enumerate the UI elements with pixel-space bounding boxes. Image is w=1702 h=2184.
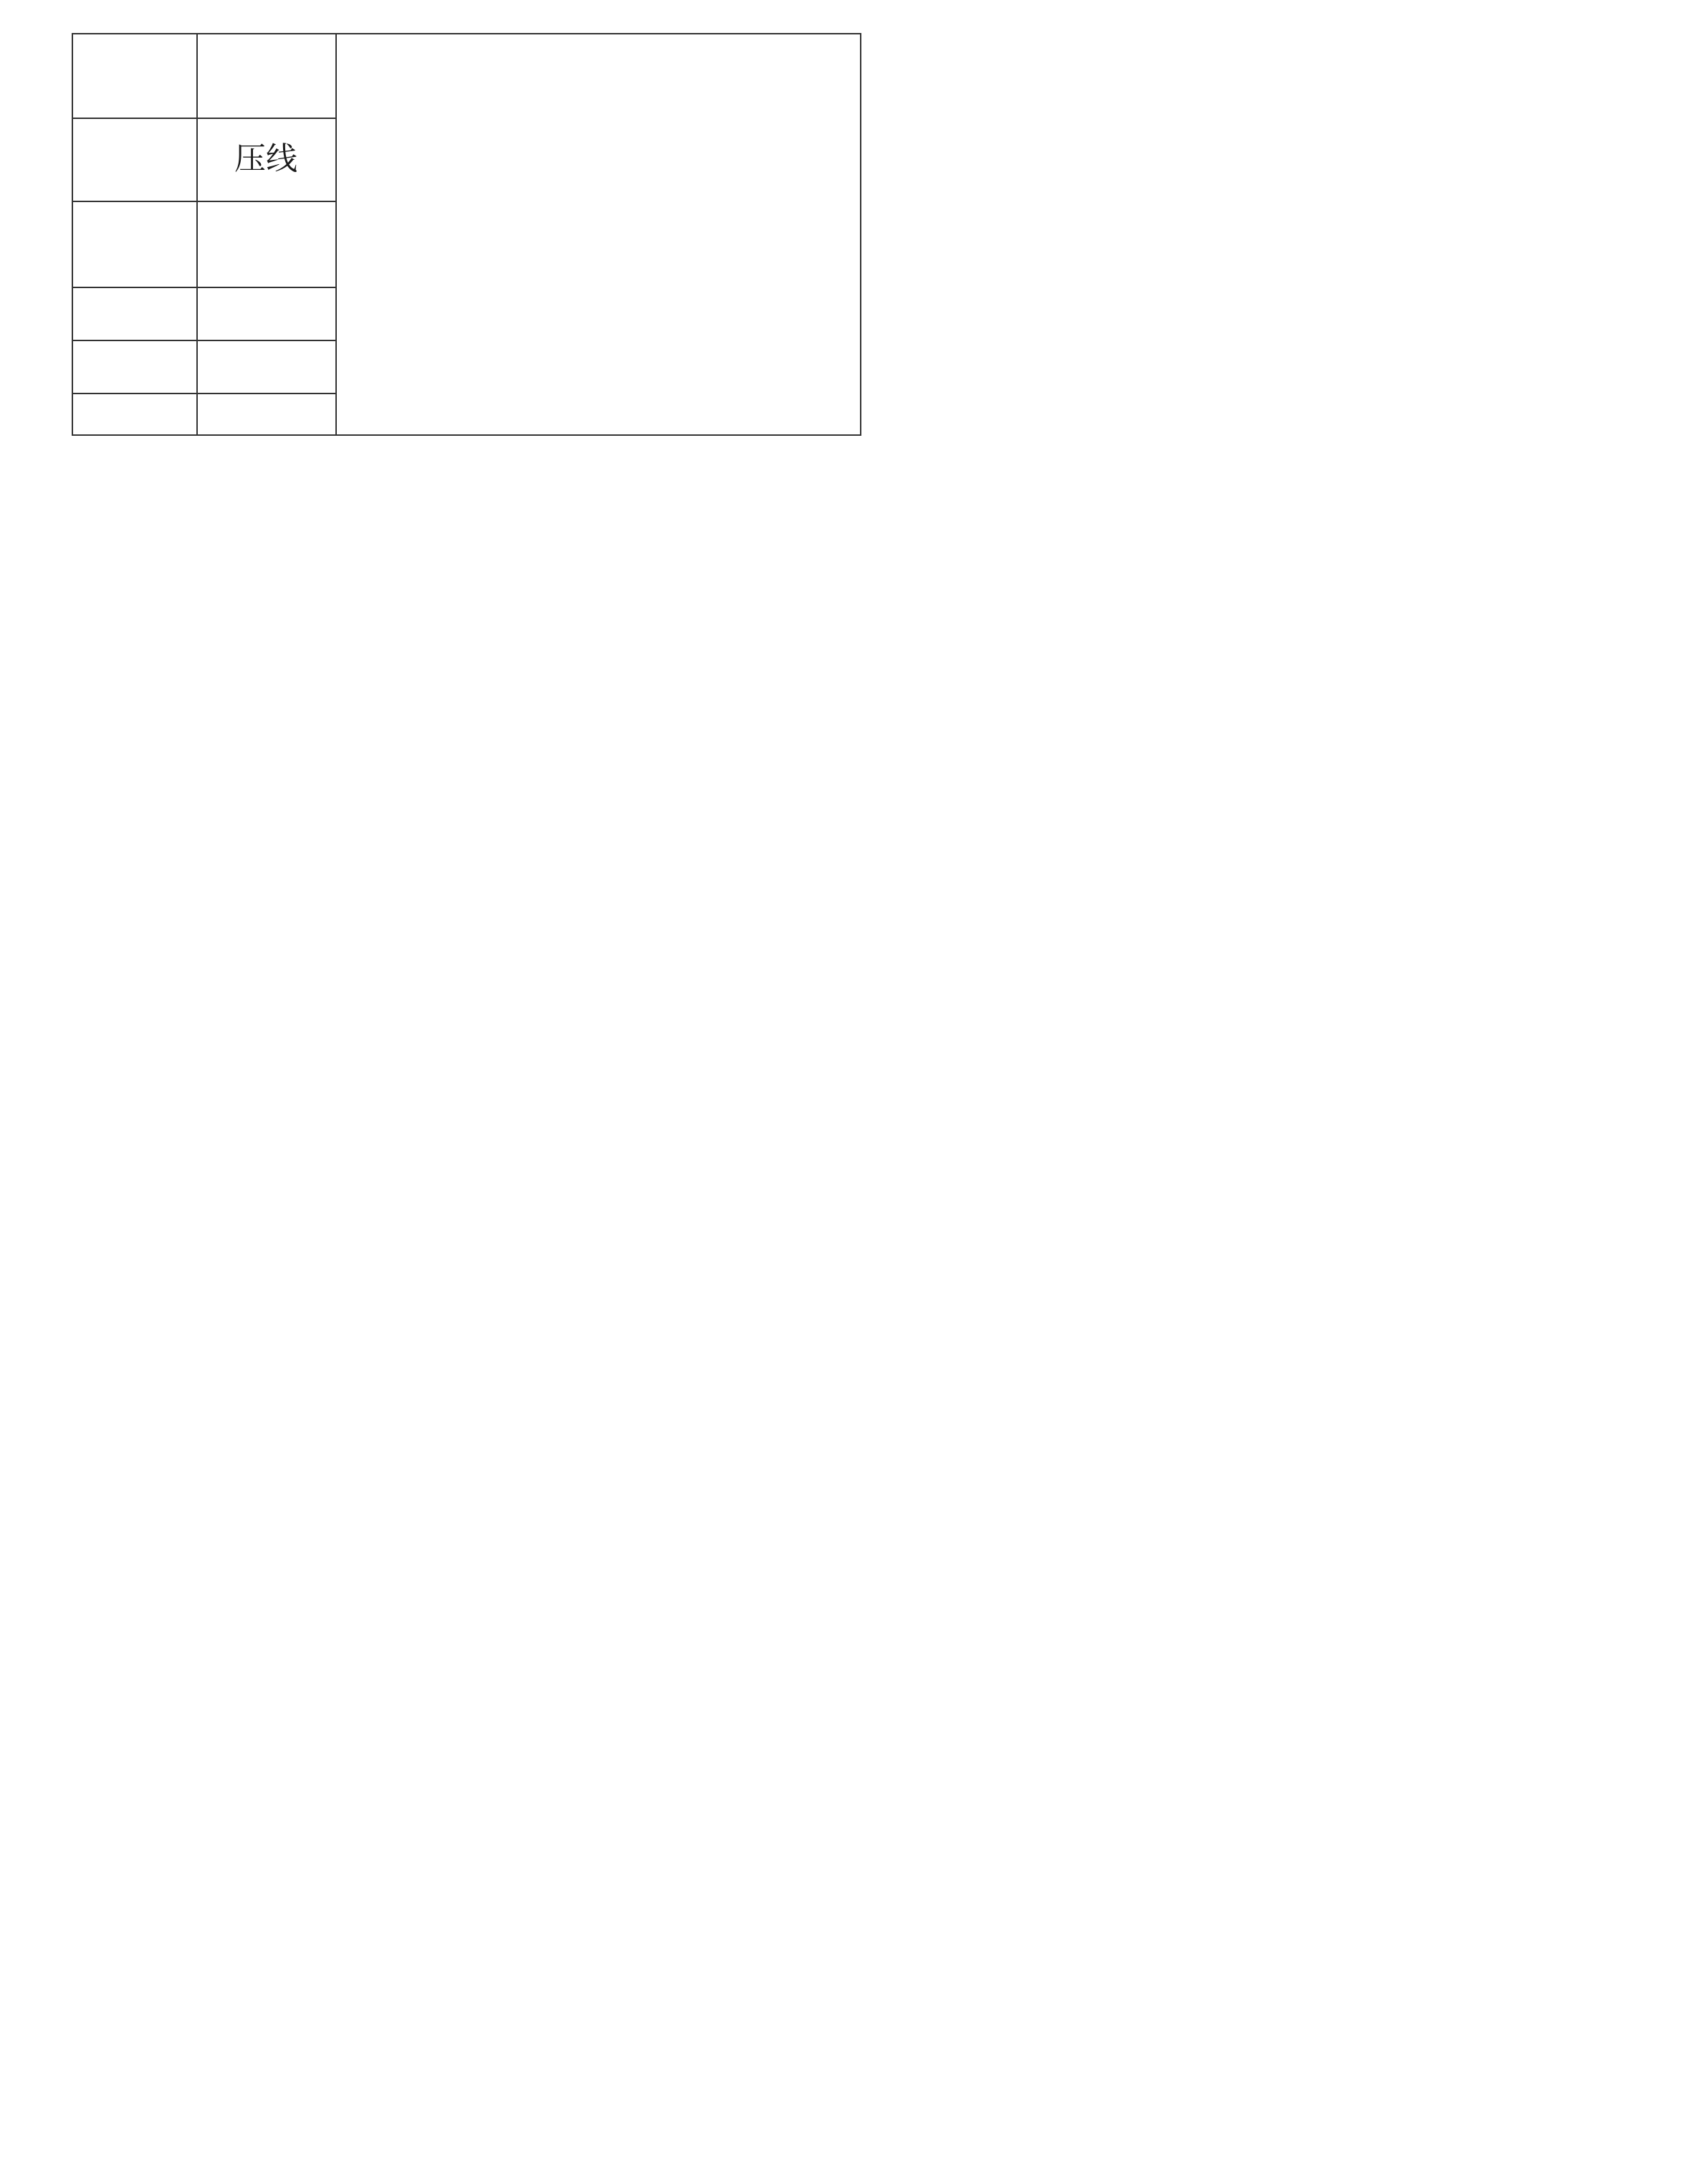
table-divider: [73, 393, 337, 394]
table-divider: [73, 340, 337, 341]
dwg-number: [196, 34, 335, 118]
thickness-label: [73, 201, 196, 287]
profile-label: [73, 118, 196, 201]
weight-value: [196, 287, 335, 340]
spec-table: [73, 34, 337, 434]
profile-card: [72, 33, 861, 436]
profile-name: [196, 118, 335, 201]
profile-name-line: 压线: [234, 140, 297, 177]
thickness-value: [73, 287, 196, 340]
profile-drawing: [337, 34, 860, 434]
dwg-label: [73, 34, 196, 118]
weight-label: [196, 201, 335, 287]
